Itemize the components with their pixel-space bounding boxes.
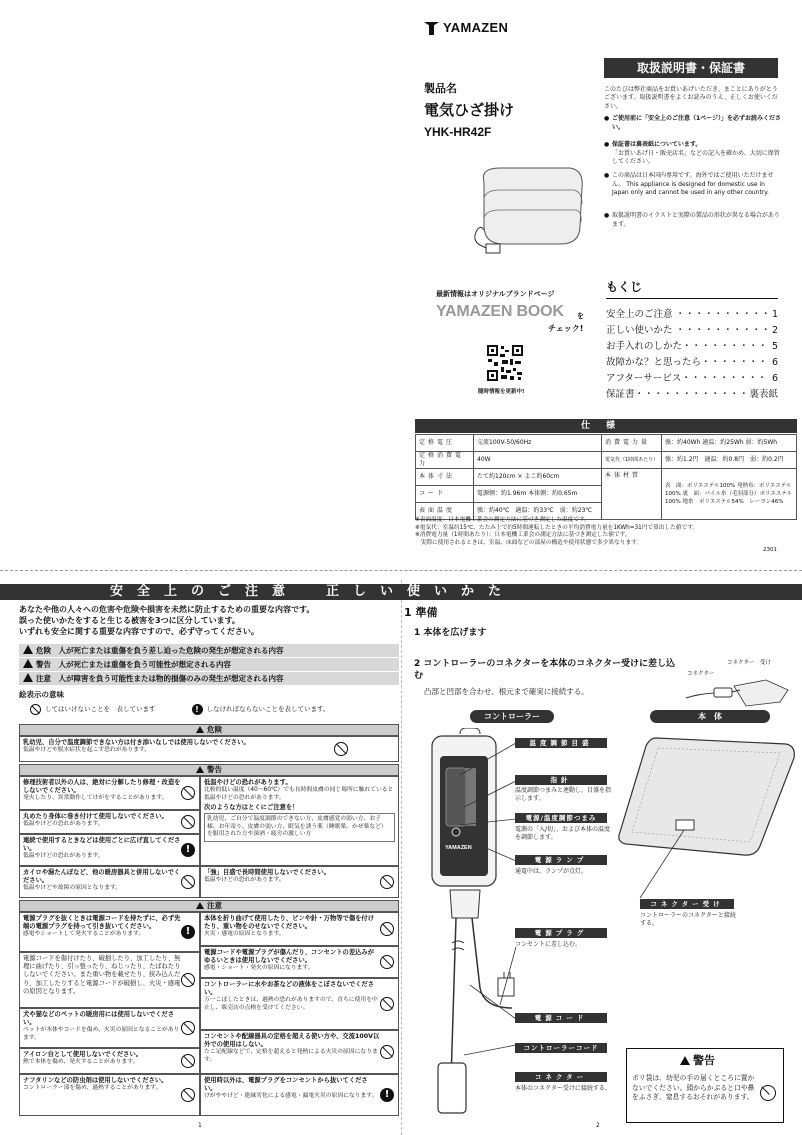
- prohibited-icon: [30, 704, 41, 715]
- warning-item: 「強」目盛で長時間使用しないでください。 低温やけどの恐れがあります。: [200, 866, 399, 898]
- caution-item: 電源コードや電源プラグが傷んだり、コンセントの差込みがゆるいときは使用しないでください。 感電・ショート・発火の原因になります。: [200, 946, 399, 978]
- notice-item: ● 保証書は裏表紙についています。 「お買いあげ日・販売店名」などの記入を確かめ、大切に保管してください。: [604, 141, 782, 167]
- step-heading: 1 準備: [404, 606, 438, 619]
- symbol-legend-title: 絵表示の意味: [19, 690, 64, 699]
- prohibited-icon: [380, 875, 394, 889]
- book-lead: 最新情報はオリジナルブランドページ: [436, 290, 555, 298]
- table-row: 表面温度 強：約40℃ 適温：約33℃ 弱：約23℃: [416, 503, 797, 520]
- part-tag: 電源プラグ: [515, 928, 607, 938]
- table-row: 本体寸法 たて約120cm × よこ約60cm 本体材質 表 面：ポリエステル100% 発熱布：ポリエステル100% 裏 面：パイル糸（毛羽部分）ポリエステル100% 地糸 ポリエステル54% レーヨン46%: [416, 469, 797, 486]
- toc-item[interactable]: 保証書・・・・・・・・・・・・ 裏表紙: [606, 389, 778, 400]
- prohibited-icon: [380, 922, 394, 936]
- caution-item: 使用時以外は、電源プラグをコンセントから抜いてください。 けがややけど・絶縁劣化による感電・漏電火災の原因になります。 !: [200, 1074, 399, 1116]
- product-label: 製品名: [424, 82, 457, 95]
- receiver-desc: コントローラーのコネクターと接続する。: [640, 912, 736, 928]
- warning-item: カイロや湯たんぽなど、他の暖房器具と併用しないでください。 低温やけどや故障の原因となります。: [19, 866, 200, 898]
- warning-triangle-icon: [23, 673, 33, 682]
- prohibited-icon: [181, 973, 195, 987]
- controller-brand: YAMAZEN: [445, 845, 472, 851]
- page-number: 1: [198, 1122, 202, 1129]
- brand-logo: YAMAZEN: [424, 20, 508, 37]
- banner-title: 安全上のご注意 正しい使いかた: [110, 584, 516, 599]
- part-desc: 通電中は、ランプが点灯。: [515, 868, 588, 875]
- part-tag: コネクター: [515, 1072, 607, 1082]
- part-tag: コントローラーコード: [515, 1043, 607, 1053]
- symbol-legend: してはいけないことを 表しています ! しなければならないことを表しています。: [30, 704, 329, 715]
- connector-label: コネクター: [687, 671, 715, 677]
- caution-item: コンセントや配線器具の定格を超える使い方や、交流100V以外での使用はしない。 たこ足配線などで、定格を超えると発熱による火災の原因になります。: [200, 1030, 399, 1074]
- prohibited-icon: [380, 955, 394, 969]
- spec-title: 仕様: [415, 419, 797, 433]
- callout-lines: [460, 735, 520, 1075]
- caution-item: 電源コードを傷付けたり、破損したり、加工したり、無理に曲げたり、引っ張ったり、ねじったり、たばねたりしないでください。また重い物を載せたり、挟み込んだり、加工したりすると電源コードが破損し、火災・感電の原因となります。: [19, 952, 200, 1008]
- danger-item: 乳幼児、自分で温度調節できない方は付き添いなしでは使用しないでください。 低温やけどや脱水症状を起こす恐れがあります。: [19, 736, 399, 762]
- part-tag: 指針: [515, 775, 607, 785]
- toc-title: もくじ: [606, 280, 778, 299]
- warning-triangle-icon: [680, 1056, 690, 1065]
- body-pill: 本 体: [650, 710, 770, 723]
- toc-item[interactable]: お手入れのしかた・・・・・・・・・ 5: [606, 341, 778, 352]
- polybag-warning-text: ポリ袋は、幼児の手の届くところに置かないでください。頭からかぶると口や鼻をふさぎ、窒息するおそれがあります。: [632, 1074, 755, 1102]
- prohibited-icon: [760, 1085, 776, 1101]
- mandatory-icon: !: [181, 925, 195, 939]
- prohibited-icon: [181, 875, 195, 889]
- warning-triangle-icon: [196, 726, 204, 733]
- prohibited-icon: [181, 1021, 195, 1035]
- body-illustration: [610, 728, 800, 908]
- prohibited-icon: [181, 786, 195, 800]
- qr-code[interactable]: [486, 344, 524, 382]
- part-desc: コンセントに差し込む。: [515, 941, 582, 948]
- step-1: 1 本体を広げます: [414, 628, 487, 638]
- page-number: 2: [596, 1122, 600, 1129]
- part-desc: 温度調節つまみと連動し、目盛を指示します。: [515, 787, 612, 803]
- table-row: 定格電圧 交流100V-50/60Hz 消費電力量 強：約40Wh 適温：約25Wh 弱：約5Wh: [416, 435, 797, 452]
- mandatory-icon: !: [380, 1088, 394, 1102]
- manual-intro: このたびは弊社商品をお買いあげいただき、まことにありがとうございます。取扱説明書をよくお読みのうえ、正しくお使いください。: [604, 86, 778, 110]
- mandatory-icon: !: [192, 704, 203, 715]
- spec-notes: ※表面温度：日本電機工業会の測定方法に基づき測定した温度です。 ※電気代：室温約15℃、たたみ上で約5時間運転したときの平均消費電力量を1KWh=31円で算出した値です。 ※消費電力量（1時間あたり）：日本電機工業会の測定方法に基づき測定した値です。 実際に使用されるときは、室温、床面などの部屋の構造や使用状態で多少異なります。: [415, 517, 699, 547]
- warning-item: 丸めたり身体に巻き付けて使用しないでください。 低温やけどの恐れがあります。: [19, 810, 200, 834]
- fold-line: [0, 570, 802, 571]
- doc-code: 2301: [763, 547, 777, 553]
- warning-triangle-icon: [23, 645, 33, 654]
- spec-table: [415, 434, 797, 520]
- step-2: 2 コントローラーのコネクターを本体のコネクター受けに差し込む: [414, 659, 676, 682]
- toc-item[interactable]: 安全上のご注意 ・・・・・・・・・・ 1: [606, 309, 778, 320]
- warning-header: 警告: [19, 764, 399, 776]
- table-row: コード 電源側：約1.96m 本体側：約0.65m: [416, 486, 797, 503]
- yamazen-logo-icon: [424, 22, 439, 35]
- qr-note: 随時情報を更新中!: [478, 389, 525, 395]
- step-2-detail: 凸部と凹部を合わせ、根元まで確実に接続する。: [424, 687, 589, 696]
- page-divider: [401, 580, 402, 1135]
- caution-item: ナフタリンなどの防虫剤は使用しないでください。 コントローラー部を傷め、過熱することがあります。: [19, 1074, 200, 1116]
- prohibited-icon: [380, 997, 394, 1011]
- toc-item[interactable]: アフターサービス・・・・・・・・・ 6: [606, 373, 778, 384]
- prohibited-icon: [181, 1054, 195, 1068]
- caution-item: 本体を折り曲げて使用したり、ピンや針・万物等で傷を付けたり、重い物をのせないでください。 火災・感電の原因となります。: [200, 912, 399, 946]
- notice-item: ● ご使用前に「安全上のご注意（1ページ）」を必ずお読みください。: [604, 115, 782, 132]
- receiver-tag: コネクター受け: [640, 899, 734, 909]
- warning-item: 連続で使用するときなどは使用ごとに広げ直してください。 低温やけどの恐れがあります。 !: [19, 834, 200, 866]
- part-desc: 電源の「入/切」、および本体の温度を調節します。: [515, 826, 611, 842]
- level-caution: 注意 人が障害を負う可能性または物的損傷のみの発生が想定される内容: [19, 672, 399, 685]
- table-row: 定格消費電力 40W 電気代（1時間あたり） 強：約1.2円 適温：約0.8円 弱：約0.2円: [416, 452, 797, 469]
- book-wo: を: [577, 312, 584, 320]
- safety-intro: あなたや他の人々への危害や危険や損害を未然に防止するための重要な内容です。 誤った使いかたをすると生じる被害を3つに区分しています。 いずれも安全に関する重要な内容ですので、必ず守ってください。: [19, 605, 315, 637]
- warning-item: 低温やけどの恐れがあります。 比較的低い温度（40〜60℃）でも長時間皮膚の同じ場所に触れていると低温やけどの恐れがあります。 次のような方はとくにご注意を！ 乳幼児、ご自分で温度調節のできない方、皮膚感覚の弱い方、お子様、お年寄り、皮膚の弱い方、眠気を誘う薬（睡眠薬、かぜ薬など）を服用された方や深酒・疲労の激しい方: [200, 776, 399, 866]
- caution-item: アイロン台として使用しないでください。 熱で本体を傷め、発火することがあります。: [19, 1048, 200, 1074]
- prohibited-icon: [334, 742, 348, 756]
- caution-header: 注意: [19, 900, 399, 912]
- notice-item: ● 取扱説明書のイラストと実際の製品の形状が異なる場合があります。: [604, 212, 782, 229]
- product-name: 電気ひざ掛け: [424, 101, 515, 119]
- toc-item[interactable]: 故障かな？と思ったら・・・・・・・ 6: [606, 357, 778, 368]
- caution-item: 犬や猫などのペットの暖房用には使用しないでください。 ペットが本体やコードを傷め、火災の原因となることがあります。: [19, 1008, 200, 1048]
- warning-triangle-icon: [23, 659, 33, 668]
- warning-triangle-icon: [196, 902, 204, 909]
- book-brand[interactable]: YAMAZEN BOOK: [436, 303, 564, 320]
- controller-pill: コントローラー: [470, 710, 554, 723]
- part-desc: 本体のコネクター受けに接続する。: [515, 1085, 611, 1092]
- polybag-warning-title: 警告: [680, 1054, 715, 1068]
- part-tag: 電源/温度調節つまみ: [515, 813, 607, 823]
- prohibited-icon: [181, 815, 195, 829]
- part-tag: 電源ランプ: [515, 855, 607, 865]
- toc-item[interactable]: 正しい使いかた ・・・・・・・・・・ 2: [606, 325, 778, 336]
- receiver-label: コネクター 受け: [727, 660, 771, 666]
- level-warning: 警告 人が死亡または重傷を負う可能性が想定される内容: [19, 658, 399, 671]
- manual-title: 取扱説明書・保証書: [604, 58, 778, 78]
- notice-item: ● この商品は日本国内専用です。海外ではご使用いただけません。 This appliance is designed for domestic use in Japan only and cannot be used in any other country.: [604, 172, 782, 198]
- caution-item: 電源プラグを抜くときは電源コードを持たずに、必ず先端の電源プラグを持って引き抜いてください。 感電やショートして発火することがあります。 !: [19, 912, 200, 952]
- danger-header: 危険: [19, 724, 399, 736]
- book-check: チェック!: [548, 324, 584, 333]
- prohibited-icon: [380, 1045, 394, 1059]
- warning-triangle-icon: [196, 766, 204, 773]
- blanket-illustration: [470, 160, 588, 260]
- part-tag: 電源コード: [515, 1013, 607, 1023]
- warning-item: 修理技術者以外の人は、絶対に分解したり修理・改造をしないでください。 発火したり、異常動作してけがをすることがあります。: [19, 776, 200, 810]
- mandatory-icon: !: [181, 843, 195, 857]
- prohibited-icon: [181, 1088, 195, 1102]
- level-danger: 危険 人が死亡または重傷を負う差し迫った危険の発生が想定される内容: [19, 644, 399, 657]
- product-model: YHK-HR42F: [424, 125, 492, 139]
- part-tag: 温度調節目盛: [515, 738, 607, 748]
- caution-item: コントローラーに水やお茶などの液体をこぼさないでください。 万一こぼしたときは、過熱の恐れがありますので、直ちに使用を中止し、販売店の点検を受けてください。: [200, 978, 399, 1030]
